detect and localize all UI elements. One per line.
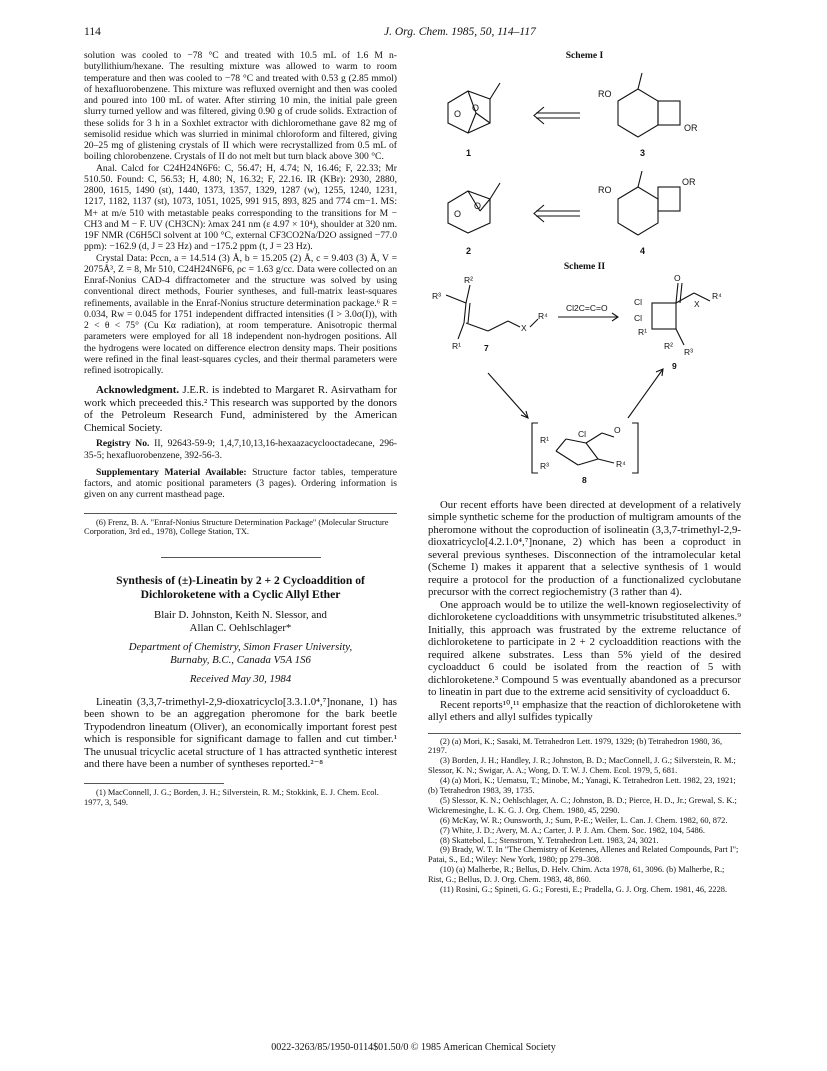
compound-4-label: 4 bbox=[640, 246, 646, 257]
compound-8-r3: R³ bbox=[540, 460, 549, 471]
analysis-paragraph: Anal. Calcd for C24H24N6F6: C, 56.47; H, 4.74; N, 16.46; F, 22.33; Mr 510.50. Found: C, 56.53; H, 4.80; N, 16.32; F, 22.16. IR (KBr): 2930, 2880, 2800, 1615, 1490 (st), 1440, 1373, 1357, 1329, 1287 (w), 1255, 1240, 1231, 1217, 1182, 1137 (st), 1073, 1051, 1025, 991 915, 893, 825 and 774 cm−1. MS: M+ at m/e 510 with metastable peaks corresponding to the transitions for M − CH3 and M − F. UV (CH3CN): λmax 241 nm (ε 4.97 × 10⁴), shoulder at 320 nm. 19F NMR (C6H5Cl solvent at 100 °C, external CF3CO2Na/D2O assigned −77.0 ppm): −162.9 (d, J = 23 Hz) and −175.2 ppm (t, J = 23 Hz). bbox=[84, 162, 397, 253]
footnote-6: (6) Frenz, B. A. "Enraf-Nonius Structure Determination Package" (Molecular Structure Corporation, 3rd ed., 1978), College Station, TX. bbox=[84, 517, 389, 537]
compound-7-x: X bbox=[521, 322, 527, 333]
registry-numbers bbox=[84, 438, 397, 461]
compound-7-r2: R² bbox=[464, 274, 473, 285]
footnote-8: (8) Skattebol, L.; Stenstrom, Y. Tetrahedron Lett. 1983, 24, 3021. bbox=[440, 835, 659, 845]
compound-3-ro: RO bbox=[598, 89, 612, 100]
compound-2-label: 2 bbox=[466, 246, 472, 257]
compound-8-r1: R¹ bbox=[540, 434, 549, 445]
affiliation-line-1: Department of Chemistry, Simon Fraser University, bbox=[128, 641, 353, 654]
compound-8-r4: R⁴ bbox=[616, 458, 626, 469]
compound-8-cl: Cl bbox=[578, 428, 587, 439]
footnote-10: (10) (a) Malherbe, R.; Bellus, D. Helv. Chim. Acta 1978, 61, 3096. (b) Malherbe, R.; Rist, G.; Bellus, D. J. Org. Chem. 1983, 48, 860. bbox=[428, 865, 725, 885]
footnote-divider bbox=[84, 513, 397, 514]
compound-7-r4: R⁴ bbox=[538, 310, 548, 321]
body-paragraph-2: One approach would be to utilize the well-known regioselectivity of dichloroketene cycloadditions with unsymmetric trisubstituted alkenes.⁹ Initially, this approach was frustrated by the extreme reluctance of dichloroketene to participate in 2 + 2 cycloaddition reactions with the required alkene substrates. Less than 5% yield of the desired cycloadduct 6 could be isolated from the reaction of 5 with dichloroketene.³ Compound 5 was eventually abandoned as a precursor to lineatin in part due to the extreme acid sensitivity of cycloadduct 6. bbox=[428, 598, 741, 698]
footnote-4: (4) (a) Mori, K.; Uematsu, T.; Minobe, M.; Yanagi, K. Tetrahedron Lett. 1982, 23, 1921; (b) Tetrahedron 1983, 39, 1735. bbox=[428, 776, 736, 796]
received-date: Received May 30, 1984 bbox=[189, 673, 292, 686]
compound-3-structure bbox=[618, 73, 680, 137]
compound-9-r4: R⁴ bbox=[712, 290, 722, 301]
compound-3-or: OR bbox=[684, 123, 698, 134]
footnote-1: (1) MacConnell, J. G.; Borden, J. H.; Silverstein, R. M.; Stokkink, E. J. Chem. Ecol. 1977, 3, 549. bbox=[84, 787, 379, 807]
right-column bbox=[428, 50, 741, 1000]
footnote-2: (2) (a) Mori, K.; Sasaki, M. Tetrahedron Lett. 1979, 1329; (b) Tetrahedron 1980, 36, 2197. bbox=[428, 736, 723, 756]
footnote-5: (5) Slessor, K. N.; Oehlschlager, A. C.; Johnston, B. D.; Pierce, H. D., Jr.; Grewal, S. K.; Wickremesinghe, L. K. G. J. Org. Chem. 1980, 45, 2290. bbox=[428, 795, 737, 815]
supplementary-heading: Supplementary Material Available: bbox=[96, 466, 247, 478]
footnote-7: (7) White, J. D.; Avery, M. A.; Carter, J. P. J. Am. Chem. Soc. 1982, 104, 5486. bbox=[440, 825, 705, 835]
scheme-2-structures bbox=[428, 273, 741, 485]
compound-7-label: 7 bbox=[484, 342, 489, 353]
body-paragraph-1: Our recent efforts have been directed at development of a relatively simple synthetic scheme for the production of multigram amounts of the pheromone without the coproduction of isolineatin (3,3,7-trimethyl-2,9-dioxatricyclo[4.2.1.0⁴,⁷]nonane, 2) which has been a coproduct in several previous syntheses. Disconnection of the intramolecular ketal (Scheme I) makes it apparent that a selective synthesis of 1 would require a protocol for the production of a functionalized cyclobutane precursor with the correct regiochemistry (3 rather than 4). bbox=[428, 498, 741, 598]
compound-4-or: OR bbox=[682, 177, 696, 188]
registry-heading: Registry No. bbox=[96, 438, 150, 450]
footnote-11: (11) Rosini, G.; Spineti, G. G.; Foresti, E.; Pradella, G. J. Org. Chem. 1981, 46, 2228. bbox=[440, 885, 728, 895]
footnote-list bbox=[428, 737, 741, 896]
article-title: Synthesis of (±)-Lineatin by 2 + 2 Cycloaddition of Dichloroketene with a Cyclic Allyl Ether bbox=[116, 574, 365, 601]
authors-line-1: Blair D. Johnston, Keith N. Slessor, and bbox=[154, 609, 327, 622]
body-paragraph-3: Recent reports¹⁰,¹¹ emphasize that the reaction of dichloroketene with allyl ethers and allyl sulfides typically bbox=[428, 698, 741, 723]
scheme-1-label: Scheme I bbox=[565, 50, 604, 61]
acknowledgment-heading: Acknowledgment. bbox=[96, 384, 180, 397]
compound-9-label: 9 bbox=[672, 360, 677, 371]
compound-1-label: 1 bbox=[466, 148, 472, 159]
compound-9-cl-a: Cl bbox=[634, 296, 643, 307]
left-column bbox=[84, 50, 397, 1000]
compound-9-oxygen: O bbox=[674, 272, 681, 283]
acknowledgment-text: J.E.R. is indebted to Margaret R. Asirvatham for work which preceeded this.² This research was supported by the donors of the Petroleum Research Fund, administered by the American Chemical Society. bbox=[84, 384, 398, 434]
compound-4-ro: RO bbox=[598, 185, 612, 196]
acknowledgment bbox=[84, 384, 397, 434]
compound-7-r3: R³ bbox=[432, 290, 441, 301]
copyright-footer: 0022-3263/85/1950-0114$01.50/0 © 1985 American Chemical Society bbox=[271, 1042, 556, 1053]
crystal-data-paragraph: Crystal Data: Pccn, a = 14.514 (3) Å, b = 15.205 (2) Å, c = 9.403 (3) Å, V = 2075Å³, Z = 8, Mr 510, C24H24N6F6, ρc = 1.63 g/cc. Data were collected on an Enraf-Nonius CAD-4 diffractometer and the structure was solved by using conventional direct methods, Fourier syntheses, and full-matrix least-squares refinements, available in the Enraf-Nonius structure determination package.⁶ R = 0.034, Rw = 0.045 for 1751 independent diffracted intensities (I > 3.0σ(I)), with 2 < θ < 75° (Cu Kα radiation), at room temperature. Anisotropic thermal parameters were employed for all 18 independent non-hydrogen positions. All the hydrogens were located on difference electron density maps. Their positions were refined in the final least-squares cycles, and their thermal parameters were refined isotropically. bbox=[84, 252, 397, 376]
compound-7-r1: R¹ bbox=[452, 340, 461, 351]
compound-3-label: 3 bbox=[640, 148, 646, 159]
affiliation-line-2: Burnaby, B.C., Canada V5A 1S6 bbox=[170, 653, 311, 666]
footnote-divider-right bbox=[428, 733, 741, 734]
compound-9-r1: R¹ bbox=[638, 326, 647, 337]
footnote-divider-2 bbox=[84, 783, 224, 784]
supplementary-material bbox=[84, 467, 397, 501]
compound-9-structure bbox=[652, 283, 710, 345]
compound-2-oxygen-b: O bbox=[474, 201, 482, 212]
footnote-9: (9) Brady, W. T. In "The Chemistry of Ketenes, Allenes and Related Compounds, Part I"; Patai, S., Ed.; Wiley: New York, 1980; pp 279–308. bbox=[428, 845, 739, 865]
scheme-1-structures bbox=[428, 61, 741, 261]
compound-9-x: X bbox=[694, 298, 700, 309]
journal-citation: J. Org. Chem. 1985, 50, 114–117 bbox=[384, 26, 536, 38]
compound-8-oxygen: O bbox=[614, 424, 621, 435]
compound-9-r3: R³ bbox=[684, 346, 693, 357]
scheme-2-label: Scheme II bbox=[563, 261, 606, 273]
registry-text: II, 92643-59-9; 1,4,7,10,13,16-hexaazacyclooctadecane, 296-35-5; hexafluorobenzene, 392-56-3. bbox=[84, 438, 397, 461]
compound-1-oxygen-a: O bbox=[454, 109, 462, 120]
supplementary-text: Structure factor tables, temperature factors, and atomic positional parameters (3 pages). Ordering information is given on any current masthead page. bbox=[84, 466, 397, 501]
compound-1-oxygen-b: O bbox=[472, 103, 480, 114]
experimental-paragraph: solution was cooled to −78 °C and treated with 10.5 mL of 1.6 M n-butyllithium/hexane. The resulting mixture was allowed to warm to room temperature and then was cooled to −78 °C and treated with 0.53 g (2.85 mmol) of hexafluorobenzene. This mixture was refluxed overnight and then was cooled and poured into 100 mL of water. After stirring 10 min, the initial pale green slurry turned yellow and was filtered, giving 0.90 g of crude solids. Extraction of these solids for 3 h in a Soxhlet extractor with dichloromethane gave 82 mg of semisolid residue which was slurried in minimal chloroform and filtered, giving 20–25 mg of glistening crystals of II which were recrystallized from 0.5 mL of boiling chlorobenzene. Crystals of II do not melt but turn black above 300 °C. bbox=[84, 50, 397, 163]
running-header bbox=[84, 26, 744, 42]
compound-9-cl-b: Cl bbox=[634, 312, 643, 323]
footnote-3: (3) Borden, J. H.; Handley, J. R.; Johnston, B. D.; MacConnell, J. G.; Silverstein, R. M.; Slessor, K. N.; Swigar, A. A.; Wong, D. T. W. J. Chem. Ecol. 1979, 5, 681. bbox=[428, 756, 736, 776]
compound-8-label: 8 bbox=[582, 474, 587, 485]
footnote-6-right: (6) McKay, W. R.; Ounsworth, J.; Sum, P.-E.; Weiler, L. Can. J. Chem. 1982, 60, 872. bbox=[440, 815, 728, 825]
authors-line-2: Allan C. Oehlschlager* bbox=[189, 621, 292, 634]
article-divider bbox=[161, 557, 321, 558]
page-number: 114 bbox=[84, 26, 101, 38]
compound-4-structure bbox=[618, 171, 680, 235]
reagent-dichloroketene: Cl2C=C=O bbox=[566, 302, 608, 313]
compound-9-r2: R² bbox=[664, 340, 673, 351]
introduction-paragraph: Lineatin (3,3,7-trimethyl-2,9-dioxatricyclo[3.3.1.0⁴,⁷]nonane, 1) has been shown to be an aggregation pheromone for the bark beetle Trypodendron lineatum (Oliver), an economically important forest pest which is responsible for significant damage to fallen and cut timber.¹ The unusual tricyclic acetal structure of 1 has attracted synthetic interest and there have been a number of syntheses reported.²⁻⁸ bbox=[84, 695, 397, 771]
compound-2-oxygen-a: O bbox=[454, 209, 462, 220]
